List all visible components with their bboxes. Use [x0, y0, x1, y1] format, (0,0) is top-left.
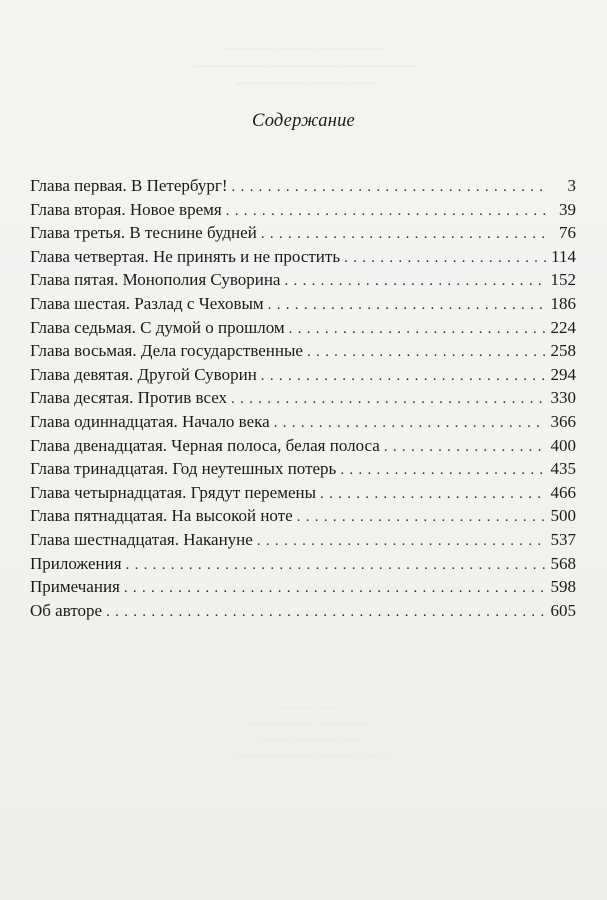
toc-leader-dots: [226, 200, 547, 224]
toc-leader-dots: [320, 483, 545, 507]
toc-leader-dots: [257, 530, 546, 554]
toc-leader-dots: [232, 176, 547, 200]
toc-row[interactable]: [30, 174, 576, 198]
toc-page-number: 224: [550, 317, 576, 337]
toc-leader-dots: [289, 318, 546, 342]
toc-entry-label: Глава вторая. Новое время: [30, 199, 222, 219]
toc-entry-label: Глава десятая. Против всех: [30, 388, 228, 408]
toc-entry-label: Глава шестнадцатая. Накануне: [30, 529, 253, 549]
toc-leader-dots: [126, 554, 546, 578]
toc-entry-label: Приложения: [30, 553, 122, 573]
toc-leader-dots: [106, 601, 545, 625]
toc-leader-dots: [297, 506, 546, 530]
toc-page-number: 330: [550, 388, 576, 408]
toc-leader-dots: [284, 270, 545, 294]
toc-row[interactable]: [30, 363, 576, 387]
toc-leader-dots: [340, 459, 545, 483]
toc-leader-dots: [268, 294, 546, 318]
toc-row[interactable]: [30, 198, 576, 222]
toc-row[interactable]: [30, 575, 576, 599]
toc-row[interactable]: [30, 457, 576, 481]
toc-row[interactable]: [30, 339, 576, 363]
toc-entry-label: Глава четырнадцатая. Грядут перемены: [30, 482, 317, 502]
toc-page-number: 3: [567, 176, 576, 195]
toc-row[interactable]: [30, 434, 576, 458]
toc-entry-label: Глава одиннадцатая. Начало века: [30, 411, 270, 431]
toc-page-number: 366: [550, 411, 576, 431]
toc-entry-label: Глава двенадцатая. Черная полоса, белая полоса: [30, 435, 380, 455]
toc-entry-label: Глава четвертая. Не принять и не простить: [30, 246, 341, 266]
toc-row[interactable]: [30, 292, 576, 316]
toc-page-number: 400: [550, 435, 576, 455]
toc-page-number: 598: [550, 577, 576, 597]
toc-entry-label: Глава третья. В теснине будней: [30, 223, 257, 243]
toc-page-number: 500: [550, 506, 576, 526]
toc-leader-dots: [344, 247, 546, 271]
toc-entry-label: Глава пятнадцатая. На высокой ноте: [30, 506, 293, 526]
toc-entry-label: Глава восьмая. Дела государственные: [30, 341, 303, 361]
toc-leader-dots: [274, 412, 546, 436]
toc-page-number: 568: [550, 553, 576, 573]
toc-row[interactable]: [30, 316, 576, 340]
toc-leader-dots: [384, 436, 546, 460]
toc-entry-label: Глава шестая. Разлад с Чеховым: [30, 293, 264, 313]
toc-row[interactable]: [30, 599, 576, 623]
toc-page-number: 605: [550, 600, 576, 620]
toc-leader-dots: [307, 341, 546, 365]
toc-row[interactable]: [30, 221, 576, 245]
toc-entry-label: Глава седьмая. С думой о прошлом: [30, 317, 285, 337]
contents-title: Содержание: [252, 111, 355, 131]
toc-leader-dots: [231, 388, 545, 412]
toc-row[interactable]: [30, 481, 576, 505]
toc-row[interactable]: [30, 410, 576, 434]
toc-leader-dots: [261, 365, 546, 389]
toc-page-number: 537: [550, 529, 576, 549]
table-of-contents: [30, 174, 576, 622]
toc-page-number: 76: [559, 223, 576, 243]
toc-page-number: 186: [550, 293, 576, 313]
toc-leader-dots: [261, 223, 547, 247]
toc-leader-dots: [124, 577, 546, 601]
toc-page-number: 435: [550, 459, 576, 479]
toc-row[interactable]: [30, 528, 576, 552]
toc-entry-label: Глава тринадцатая. Год неутешных потерь: [30, 459, 337, 479]
toc-row[interactable]: [30, 245, 576, 269]
toc-entry-label: Глава первая. В Петербург!: [30, 176, 228, 195]
toc-entry-label: Глава пятая. Монополия Суворина: [30, 270, 281, 290]
toc-page-number: 39: [559, 199, 576, 219]
show-through-text-bottom: ——— —— —————— ————— ——— ———— —— ——————— ———— ——: [235, 702, 385, 762]
toc-page-number: 258: [550, 341, 576, 361]
toc-entry-label: Об авторе: [30, 600, 103, 620]
toc-row[interactable]: [30, 504, 576, 528]
toc-page-number: 152: [550, 270, 576, 290]
toc-page-number: 114: [551, 246, 576, 266]
toc-entry-label: Примечания: [30, 577, 120, 597]
toc-row[interactable]: [30, 552, 576, 576]
toc-entry-label: Глава девятая. Другой Суворин: [30, 364, 257, 384]
toc-page-number: 466: [550, 482, 576, 502]
toc-row[interactable]: [30, 386, 576, 410]
toc-row[interactable]: [30, 268, 576, 292]
show-through-text-top: ———— ——— —————— —————— —————— —————— —————— ——— ——: [194, 41, 416, 89]
toc-page-number: 294: [550, 364, 576, 384]
